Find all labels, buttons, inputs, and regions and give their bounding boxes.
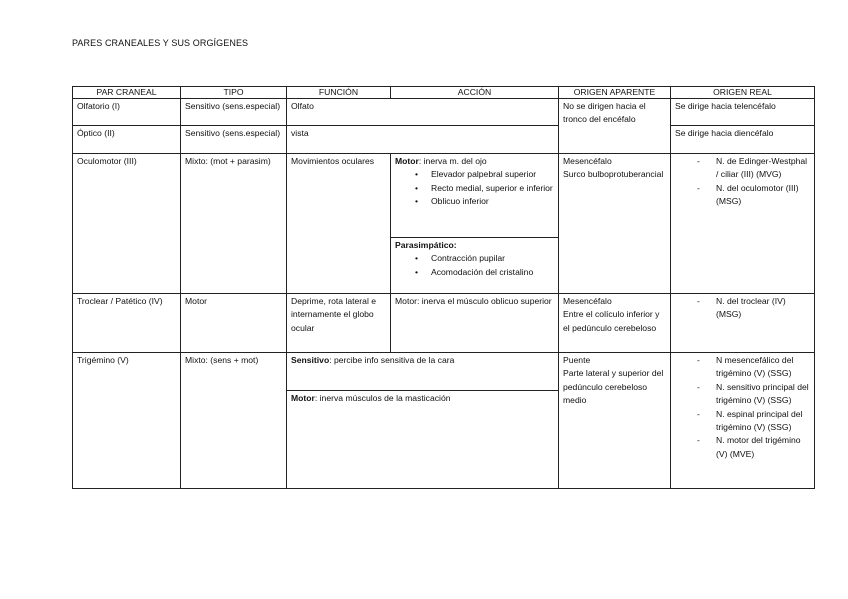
origen-line: Parte lateral y superior del pedúnculo cerebeloso medio: [563, 368, 664, 406]
list-item: - N mesencefálico del trigémino (V) (SSG): [675, 354, 810, 381]
motor-text: : inerva músculos de la masticación: [314, 393, 451, 403]
origen-real-list: [675, 295, 810, 322]
cell-origen-real: [671, 353, 815, 489]
header-origen-aparente: ORIGEN APARENTE: [559, 87, 671, 99]
cell-par: Trigémino (V): [73, 353, 181, 489]
cell-tipo: Mixto: (sens + mot): [181, 353, 287, 489]
cell-funcion: Olfato: [287, 99, 559, 126]
header-accion: ACCIÓN: [391, 87, 559, 99]
list-item: - N. sensitivo principal del trigémino (V) (SSG): [675, 381, 810, 408]
cell-accion: Motor: inerva el músculo oblicuo superior: [391, 294, 559, 353]
cell-motor: [287, 391, 559, 489]
motor-label: Motor: [395, 156, 419, 166]
list-item: • Acomodación del cristalino: [395, 266, 554, 279]
sensitivo-label: Sensitivo: [291, 355, 330, 365]
list-item: - N. motor del trigémino (V) (MVE): [675, 434, 810, 461]
row-oculomotor: [73, 154, 815, 238]
cranial-nerves-table: [72, 86, 815, 489]
cell-accion-parasimpatico: [391, 238, 559, 294]
cell-par: Óptico (II): [73, 126, 181, 154]
list-item: - N. del troclear (IV) (MSG): [675, 295, 810, 322]
cell-tipo: Motor: [181, 294, 287, 353]
row-trigemino: [73, 353, 815, 391]
parasimpatico-label: Parasimpático:: [395, 240, 457, 250]
cell-funcion: Movimientos oculares: [287, 154, 391, 294]
row-olfatorio: [73, 99, 815, 126]
cell-accion-motor: [391, 154, 559, 238]
parasimpatico-list: [395, 252, 554, 279]
cell-tipo: Sensitivo (sens.especial): [181, 99, 287, 126]
list-item: - N. de Edinger-Westphal / ciliar (III) (MVG): [675, 155, 810, 182]
list-item: - N. espinal principal del trigémino (V) (SSG): [675, 408, 810, 435]
cell-origen-aparente: [559, 353, 671, 489]
origen-line: Mesencéfalo: [563, 156, 612, 166]
cell-funcion: vista: [287, 126, 559, 154]
document-title: PARES CRANEALES Y SUS ORGÍGENES: [72, 38, 249, 48]
motor-list: [395, 168, 554, 208]
origen-real-list: [675, 155, 810, 209]
origen-line: Mesencéfalo: [563, 296, 612, 306]
list-item: - N. del oculomotor (III) (MSG): [675, 182, 810, 209]
header-row: [73, 87, 815, 99]
cell-par: Troclear / Patético (IV): [73, 294, 181, 353]
cell-tipo: Mixto: (mot + parasim): [181, 154, 287, 294]
origen-line: Surco bulboprotuberancial: [563, 169, 664, 180]
cell-origen-aparente: [559, 154, 671, 294]
sensitivo-text: : percibe info sensitiva de la cara: [329, 355, 455, 365]
cell-tipo: Sensitivo (sens.especial): [181, 126, 287, 154]
cell-origen-real: Se dirige hacia diencéfalo: [671, 126, 815, 154]
cell-origen-real: [671, 294, 815, 353]
origen-line: Puente: [563, 355, 591, 365]
header-origen-real: ORIGEN REAL: [671, 87, 815, 99]
list-item: • Oblicuo inferior: [395, 195, 554, 208]
cell-origen-real: [671, 154, 815, 294]
list-item: • Contracción pupilar: [395, 252, 554, 265]
list-item: • Recto medial, superior e inferior: [395, 182, 554, 195]
motor-label: Motor: [291, 393, 315, 403]
header-funcion: FUNCIÓN: [287, 87, 391, 99]
list-item: • Elevador palpebral superior: [395, 168, 554, 181]
header-tipo: TIPO: [181, 87, 287, 99]
cell-origen-real: Se dirige hacia telencéfalo: [671, 99, 815, 126]
cell-par: Olfatorio (I): [73, 99, 181, 126]
cell-origen-aparente: [559, 294, 671, 353]
cell-par: Oculomotor (III): [73, 154, 181, 294]
origen-line: Entre el colículo inferior y el pedúnculo cerebeloso: [563, 309, 660, 333]
origen-real-list: [675, 354, 810, 461]
cell-origen-aparente: No se dirigen hacia el tronco del encéfalo: [559, 99, 671, 154]
motor-text: : inerva m. del ojo: [418, 156, 487, 166]
cell-funcion: Deprime, rota lateral e internamente el globo ocular: [287, 294, 391, 353]
header-par-craneal: PAR CRANEAL: [73, 87, 181, 99]
cell-sensitivo: [287, 353, 559, 391]
row-troclear: [73, 294, 815, 353]
row-optico: [73, 126, 815, 154]
